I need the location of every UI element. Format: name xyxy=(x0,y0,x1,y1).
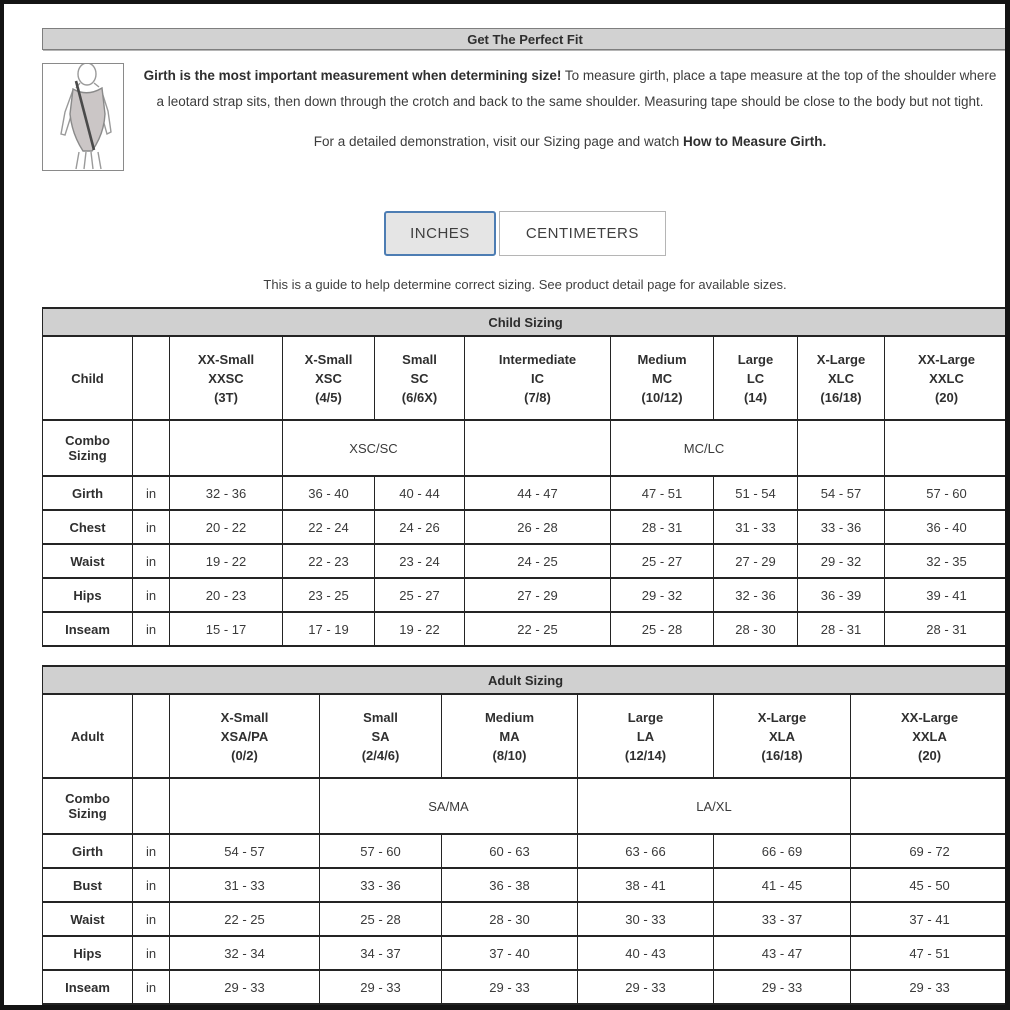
size-header-code: SA xyxy=(371,728,390,744)
size-column-header-2 xyxy=(375,336,465,420)
sizing-guide-note: This is a guide to help determine correct sizing. See product detail page for available sizes. xyxy=(263,277,787,292)
size-value-cell-2: 40 - 44 xyxy=(375,476,465,510)
child-group-label: Child xyxy=(43,336,133,420)
size-value-cell-1: 29 - 33 xyxy=(320,970,442,1004)
size-value-cell-6: 29 - 32 xyxy=(798,544,885,578)
size-value-cell-3: 38 - 41 xyxy=(578,868,714,902)
size-header-name: Intermediate xyxy=(498,351,577,367)
measurement-label: Girth xyxy=(43,834,133,868)
combo-unit-cell xyxy=(133,778,170,834)
size-header-sizes: (8/10) xyxy=(492,747,527,763)
adult-size-table xyxy=(42,665,1005,1005)
size-value-cell-4: 41 - 45 xyxy=(714,868,851,902)
unit-toggle-group xyxy=(42,211,1005,256)
size-header-code: XXLA xyxy=(912,728,947,744)
size-header-sizes: (2/4/6) xyxy=(361,747,400,763)
size-value-cell-0: 31 - 33 xyxy=(170,868,320,902)
unit-cell: in xyxy=(133,970,170,1004)
measurement-label: Waist xyxy=(43,902,133,936)
size-value-cell-3: 63 - 66 xyxy=(578,834,714,868)
girth-measure-illustration xyxy=(42,63,124,171)
child-size-table xyxy=(42,307,1005,647)
size-header-name: Small xyxy=(363,709,398,725)
size-value-cell-1: 17 - 19 xyxy=(283,612,375,646)
table-row-girth xyxy=(43,476,1006,510)
size-value-cell-5: 47 - 51 xyxy=(851,936,1006,970)
size-value-cell-7: 36 - 40 xyxy=(885,510,1006,544)
unit-cell: in xyxy=(133,834,170,868)
child-table-title: Child Sizing xyxy=(43,308,1006,336)
size-header-code: LA xyxy=(636,728,655,744)
demo-text: For a detailed demonstration, visit our Sizing page and watch xyxy=(313,134,683,149)
centimeters-button[interactable]: CENTIMETERS xyxy=(499,211,666,256)
combo-cell-0 xyxy=(170,420,283,476)
size-value-cell-5: 27 - 29 xyxy=(714,544,798,578)
combo-cell-0 xyxy=(170,778,320,834)
child-sizing-table xyxy=(42,307,1005,647)
size-value-cell-4: 29 - 33 xyxy=(714,970,851,1004)
size-value-cell-6: 54 - 57 xyxy=(798,476,885,510)
measurement-label: Waist xyxy=(43,544,133,578)
size-value-cell-2: 24 - 26 xyxy=(375,510,465,544)
size-value-cell-3: 30 - 33 xyxy=(578,902,714,936)
unit-cell: in xyxy=(133,612,170,646)
size-value-cell-0: 22 - 25 xyxy=(170,902,320,936)
table-row-waist xyxy=(43,902,1006,936)
size-column-header-2 xyxy=(442,694,578,778)
size-header-code: XXLC xyxy=(929,370,964,386)
girth-instructions xyxy=(138,63,1002,115)
size-value-cell-7: 39 - 41 xyxy=(885,578,1006,612)
combo-cell-4 xyxy=(798,420,885,476)
size-value-cell-5: 69 - 72 xyxy=(851,834,1006,868)
size-column-header-5 xyxy=(851,694,1006,778)
size-value-cell-0: 32 - 34 xyxy=(170,936,320,970)
size-header-code: XSA/PA xyxy=(220,728,269,744)
measurement-label: Bust xyxy=(43,868,133,902)
page-title-bar xyxy=(42,28,1005,50)
adult-sizing-table xyxy=(42,665,1005,1005)
size-header-sizes: (7/8) xyxy=(524,389,551,405)
size-header-code: MC xyxy=(651,370,673,386)
size-value-cell-5: 51 - 54 xyxy=(714,476,798,510)
combo-cell-3 xyxy=(851,778,1006,834)
size-value-cell-1: 57 - 60 xyxy=(320,834,442,868)
intro-text-block xyxy=(124,63,1005,171)
size-value-cell-4: 43 - 47 xyxy=(714,936,851,970)
unit-cell: in xyxy=(133,902,170,936)
size-column-header-7 xyxy=(885,336,1006,420)
size-header-code: MA xyxy=(499,728,520,744)
size-value-cell-1: 23 - 25 xyxy=(283,578,375,612)
size-header-code: IC xyxy=(531,370,544,386)
size-value-cell-5: 29 - 33 xyxy=(851,970,1006,1004)
size-value-cell-6: 28 - 31 xyxy=(798,612,885,646)
size-value-cell-3: 26 - 28 xyxy=(465,510,611,544)
unit-cell: in xyxy=(133,868,170,902)
table-row-waist xyxy=(43,544,1006,578)
size-value-cell-1: 34 - 37 xyxy=(320,936,442,970)
girth-instructions-body: To measure girth, place a tape measure at the top of the shoulder where a leotard strap sits, then down through the crotch and back to the same shoulder. Measuring tape should be close to the body but not tight. xyxy=(156,68,997,109)
size-header-sizes: (14) xyxy=(743,389,768,405)
inches-button[interactable]: INCHES xyxy=(384,211,496,256)
size-value-cell-0: 29 - 33 xyxy=(170,970,320,1004)
size-value-cell-1: 25 - 28 xyxy=(320,902,442,936)
measurement-label: Inseam xyxy=(43,612,133,646)
unit-cell: in xyxy=(133,510,170,544)
size-header-sizes: (16/18) xyxy=(761,747,803,763)
combo-cell-3: MC/LC xyxy=(611,420,798,476)
table-row-inseam xyxy=(43,970,1006,1004)
measurement-label: Inseam xyxy=(43,970,133,1004)
size-column-header-0 xyxy=(170,694,320,778)
size-header-name: Small xyxy=(402,351,437,367)
girth-instructions-lead: Girth is the most important measurement when determining size! xyxy=(143,68,562,83)
size-value-cell-2: 25 - 27 xyxy=(375,578,465,612)
size-column-header-5 xyxy=(714,336,798,420)
size-header-name: Large xyxy=(737,351,774,367)
size-column-header-0 xyxy=(170,336,283,420)
size-header-name: Medium xyxy=(637,351,687,367)
size-value-cell-2: 60 - 63 xyxy=(442,834,578,868)
size-header-name: X-Small xyxy=(220,709,269,725)
size-header-code: XLC xyxy=(828,370,854,386)
combo-sizing-label: Combo Sizing xyxy=(43,420,133,476)
size-header-name: X-Large xyxy=(816,351,866,367)
content-area xyxy=(4,4,1005,1005)
demo-paragraph xyxy=(138,129,1002,155)
size-value-cell-2: 37 - 40 xyxy=(442,936,578,970)
size-header-code: XLA xyxy=(769,728,795,744)
size-value-cell-3: 22 - 25 xyxy=(465,612,611,646)
size-value-cell-2: 28 - 30 xyxy=(442,902,578,936)
size-value-cell-0: 15 - 17 xyxy=(170,612,283,646)
adult-table-title: Adult Sizing xyxy=(43,666,1006,694)
size-value-cell-5: 32 - 36 xyxy=(714,578,798,612)
size-value-cell-5: 37 - 41 xyxy=(851,902,1006,936)
size-value-cell-2: 36 - 38 xyxy=(442,868,578,902)
size-column-header-6 xyxy=(798,336,885,420)
size-value-cell-7: 57 - 60 xyxy=(885,476,1006,510)
size-header-sizes: (4/5) xyxy=(315,389,342,405)
size-value-cell-2: 29 - 33 xyxy=(442,970,578,1004)
sizing-page xyxy=(4,4,1005,1005)
size-value-cell-4: 33 - 37 xyxy=(714,902,851,936)
size-value-cell-1: 36 - 40 xyxy=(283,476,375,510)
size-value-cell-0: 32 - 36 xyxy=(170,476,283,510)
size-value-cell-4: 29 - 32 xyxy=(611,578,714,612)
page-title: Get The Perfect Fit xyxy=(467,31,583,47)
size-value-cell-6: 33 - 36 xyxy=(798,510,885,544)
size-value-cell-7: 32 - 35 xyxy=(885,544,1006,578)
size-value-cell-3: 24 - 25 xyxy=(465,544,611,578)
size-header-code: SC xyxy=(410,370,429,386)
unit-cell: in xyxy=(133,476,170,510)
combo-cell-1: XSC/SC xyxy=(283,420,465,476)
size-header-name: XX-Small xyxy=(197,351,255,367)
size-value-cell-0: 19 - 22 xyxy=(170,544,283,578)
size-header-code: LC xyxy=(746,370,765,386)
size-header-sizes: (20) xyxy=(917,747,942,763)
size-value-cell-4: 25 - 28 xyxy=(611,612,714,646)
intro-section xyxy=(42,63,1005,171)
unit-header-cell xyxy=(133,694,170,778)
adult-group-label: Adult xyxy=(43,694,133,778)
measurement-label: Hips xyxy=(43,936,133,970)
unit-header-cell xyxy=(133,336,170,420)
size-value-cell-0: 20 - 22 xyxy=(170,510,283,544)
size-header-sizes: (0/2) xyxy=(231,747,258,763)
size-value-cell-0: 54 - 57 xyxy=(170,834,320,868)
size-column-header-1 xyxy=(320,694,442,778)
size-value-cell-6: 36 - 39 xyxy=(798,578,885,612)
size-value-cell-4: 66 - 69 xyxy=(714,834,851,868)
size-header-sizes: (10/12) xyxy=(641,389,683,405)
size-value-cell-3: 40 - 43 xyxy=(578,936,714,970)
size-value-cell-3: 44 - 47 xyxy=(465,476,611,510)
combo-sizing-label: Combo Sizing xyxy=(43,778,133,834)
measurement-label: Girth xyxy=(43,476,133,510)
size-value-cell-1: 33 - 36 xyxy=(320,868,442,902)
size-header-name: XX-Large xyxy=(917,351,976,367)
size-value-cell-1: 22 - 23 xyxy=(283,544,375,578)
size-header-name: X-Large xyxy=(757,709,807,725)
size-value-cell-2: 23 - 24 xyxy=(375,544,465,578)
table-row-chest xyxy=(43,510,1006,544)
demo-text-bold: How to Measure Girth. xyxy=(682,134,827,149)
size-value-cell-4: 28 - 31 xyxy=(611,510,714,544)
combo-cell-2 xyxy=(465,420,611,476)
size-header-sizes: (20) xyxy=(934,389,959,405)
size-header-sizes: (12/14) xyxy=(624,747,667,763)
size-column-header-4 xyxy=(714,694,851,778)
size-column-header-4 xyxy=(611,336,714,420)
combo-cell-1: SA/MA xyxy=(320,778,578,834)
size-header-code: XXSC xyxy=(208,370,244,386)
size-header-sizes: (16/18) xyxy=(820,389,862,405)
size-value-cell-5: 45 - 50 xyxy=(851,868,1006,902)
measurement-label: Chest xyxy=(43,510,133,544)
size-value-cell-7: 28 - 31 xyxy=(885,612,1006,646)
table-row-inseam xyxy=(43,612,1006,646)
combo-cell-5 xyxy=(885,420,1006,476)
size-value-cell-3: 29 - 33 xyxy=(578,970,714,1004)
size-value-cell-3: 27 - 29 xyxy=(465,578,611,612)
size-header-name: X-Small xyxy=(304,351,353,367)
size-value-cell-0: 20 - 23 xyxy=(170,578,283,612)
size-column-header-1 xyxy=(283,336,375,420)
size-value-cell-1: 22 - 24 xyxy=(283,510,375,544)
size-value-cell-5: 28 - 30 xyxy=(714,612,798,646)
table-row-hips xyxy=(43,936,1006,970)
size-value-cell-2: 19 - 22 xyxy=(375,612,465,646)
table-row-girth xyxy=(43,834,1006,868)
combo-unit-cell xyxy=(133,420,170,476)
size-header-name: Medium xyxy=(484,709,535,725)
unit-cell: in xyxy=(133,578,170,612)
size-value-cell-4: 47 - 51 xyxy=(611,476,714,510)
combo-cell-2: LA/XL xyxy=(578,778,851,834)
size-value-cell-4: 25 - 27 xyxy=(611,544,714,578)
unit-cell: in xyxy=(133,544,170,578)
leotard-figure-icon xyxy=(43,64,123,170)
size-header-code: XSC xyxy=(315,370,342,386)
table-row-bust xyxy=(43,868,1006,902)
measurement-label: Hips xyxy=(43,578,133,612)
size-column-header-3 xyxy=(578,694,714,778)
size-column-header-3 xyxy=(465,336,611,420)
table-row-hips xyxy=(43,578,1006,612)
size-value-cell-5: 31 - 33 xyxy=(714,510,798,544)
size-header-sizes: (3T) xyxy=(214,389,238,405)
size-header-name: Large xyxy=(627,709,664,725)
unit-cell: in xyxy=(133,936,170,970)
size-header-sizes: (6/6X) xyxy=(401,389,438,405)
size-header-name: XX-Large xyxy=(901,709,959,725)
